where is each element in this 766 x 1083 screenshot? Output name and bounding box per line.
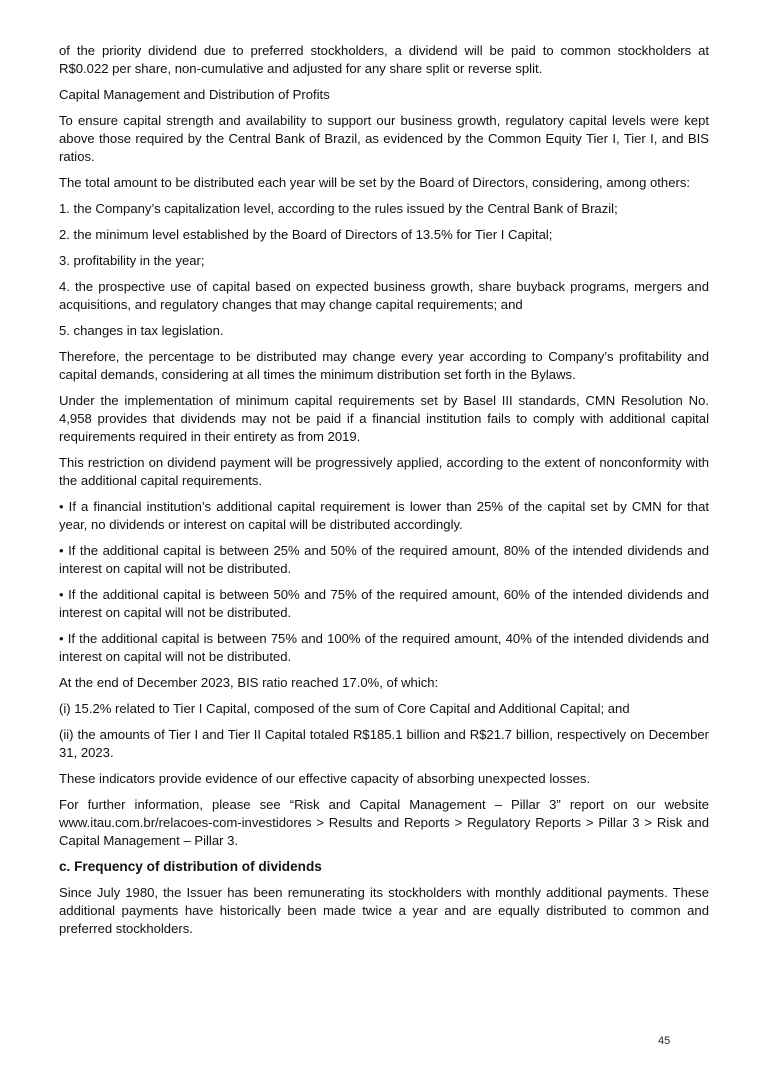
bullet-25-to-50: • If the additional capital is between 25% and 50% of the required amount, 80% of the intended dividends and interest on capital will not be distributed.: [59, 543, 709, 576]
page-number: 45: [658, 1035, 671, 1047]
paragraph-capital-strength: To ensure capital strength and availability to support our business growth, regulatory capital levels were kept above those required by the Central Bank of Brazil, as evidenced by the Common Equity Tier I, Tier I, and BIS ratios.: [59, 113, 709, 164]
paragraph-percentage-change: Therefore, the percentage to be distributed may change every year according to Company’s profitability and capital demands, considering at all times the minimum distribution set forth in the Bylaws.: [59, 349, 709, 382]
list-item-profitability: 3. profitability in the year;: [59, 253, 205, 268]
paragraph-capital-management-title: Capital Management and Distribution of Profits: [59, 87, 330, 102]
paragraph-total-amount: The total amount to be distributed each year will be set by the Board of Directors, considering, among others:: [59, 175, 691, 190]
paragraph-priority-dividend: of the priority dividend due to preferred stockholders, a dividend will be paid to common stockholders at R$0.022 per share, non-cumulative and adjusted for any share split or reverse split.: [59, 43, 709, 76]
bullet-75-to-100: • If the additional capital is between 75% and 100% of the required amount, 40% of the intended dividends and interest on capital will not be distributed.: [59, 631, 709, 664]
list-item-tax-legislation: 5. changes in tax legislation.: [59, 323, 224, 338]
section-heading: c. Frequency of distribution of dividends: [59, 859, 322, 874]
document-body: [59, 42, 709, 946]
paragraph-further-information: For further information, please see “Risk and Capital Management – Pillar 3” report on our website www.itau.com.br/relacoes-com-investidores > Results and Reports > Regulatory Reports > Pillar 3 > Risk and Capital Management – Pillar 3.: [59, 797, 709, 848]
paragraph-frequency: Since July 1980, the Issuer has been remunerating its stockholders with monthly additional payments. These additional payments have historically been made twice a year and are equally distributed to common and preferred stockholders.: [59, 885, 709, 936]
list-item-prospective-use: 4. the prospective use of capital based on expected business growth, share buyback programs, mergers and acquisitions, and regulatory changes that may change capital requirements; and: [59, 279, 709, 312]
list-item-capitalization: 1. the Company’s capitalization level, according to the rules issued by the Central Bank of Brazil;: [59, 201, 618, 216]
list-item-minimum-level: 2. the minimum level established by the Board of Directors of 13.5% for Tier I Capital;: [59, 227, 553, 242]
paragraph-bis-ratio: At the end of December 2023, BIS ratio reached 17.0%, of which:: [59, 675, 439, 690]
list-item-tier-amounts: (ii) the amounts of Tier I and Tier II Capital totaled R$185.1 billion and R$21.7 billion, respectively on December 31, 2023.: [59, 727, 709, 760]
paragraph-indicators: These indicators provide evidence of our effective capacity of absorbing unexpected losses.: [59, 771, 591, 786]
bullet-50-to-75: • If the additional capital is between 50% and 75% of the required amount, 60% of the intended dividends and interest on capital will not be distributed.: [59, 587, 709, 620]
list-item-tier-i: (i) 15.2% related to Tier I Capital, composed of the sum of Core Capital and Additional Capital; and: [59, 701, 630, 716]
bullet-lower-than-25: • If a financial institution’s additional capital requirement is lower than 25% of the capital set by CMN for that year, no dividends or interest on capital will be distributed accordingly.: [59, 499, 709, 532]
paragraph-basel-iii: Under the implementation of minimum capital requirements set by Basel III standards, CMN Resolution No. 4,958 provides that dividends may not be paid if a financial institution fails to comply with additional capital requirements required in their entirety as from 2019.: [59, 393, 709, 444]
paragraph-restriction: This restriction on dividend payment will be progressively applied, according to the extent of nonconformity with the additional capital requirements.: [59, 455, 709, 488]
